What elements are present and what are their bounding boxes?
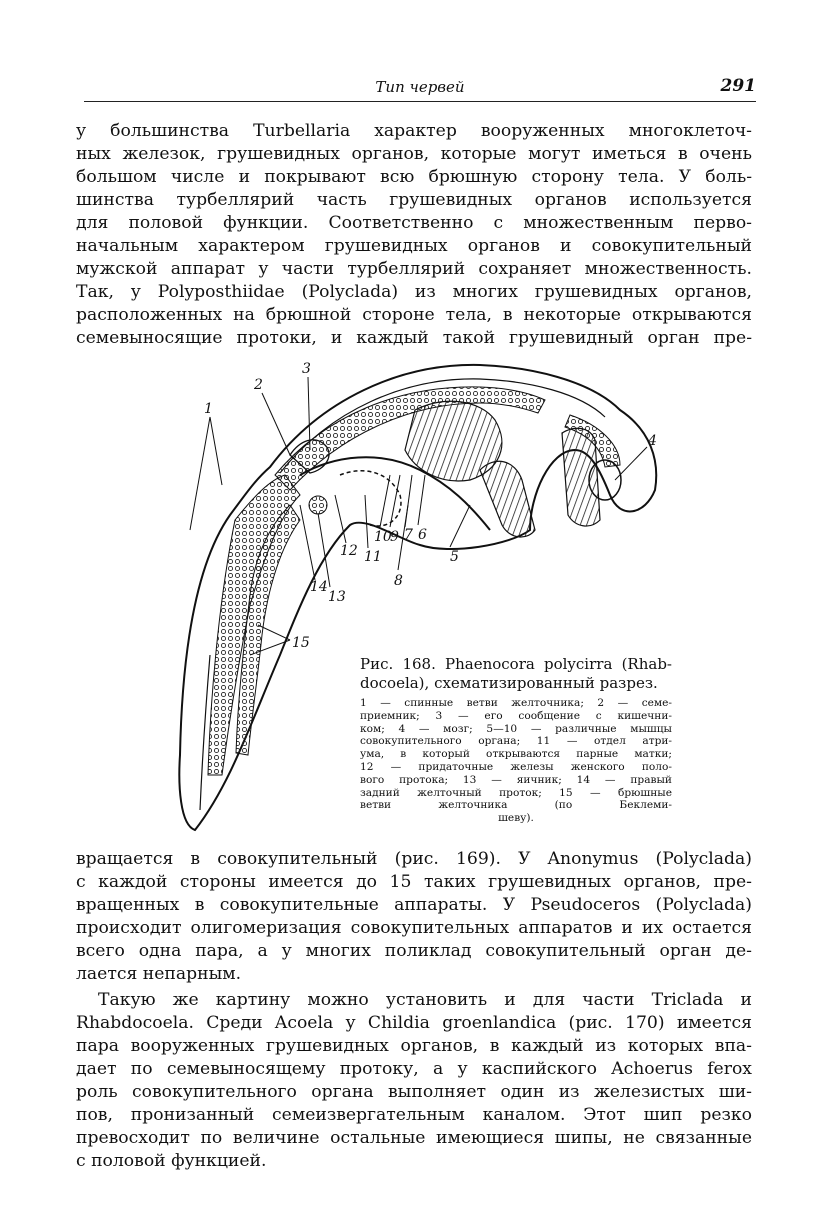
text-line: с половой функцией. bbox=[76, 1151, 267, 1171]
legend-line: ветви желточника (по Беклеми- bbox=[360, 799, 672, 812]
page-number: 291 bbox=[720, 76, 756, 96]
text-line: происходит олигомеризация совокупительных аппаратов и их остается bbox=[76, 918, 752, 938]
paragraph-3 bbox=[76, 989, 752, 1173]
figure-label-5: 5 bbox=[450, 549, 459, 565]
legend-line: 1 — спинные ветви желточника; 2 — семе- bbox=[360, 697, 672, 709]
legend-line: вого протока; 13 — яичник; 14 — правый bbox=[360, 773, 672, 786]
text-line: с каждой стороны имеется до 15 таких грушевидных органов, пре- bbox=[76, 872, 752, 892]
text-line: пара вооруженных грушевидных органов, в каждый из которых впа- bbox=[76, 1036, 752, 1056]
text-line: начальным характером грушевидных органов и совокупительный bbox=[76, 236, 752, 256]
caption-title-line: docoela), схематизированный разрез. bbox=[360, 674, 658, 692]
caption-title-line: Рис. 168. Phaenocora polycirra (Rhab- bbox=[360, 655, 672, 673]
text-line: превосходит по величине остальные имеющиеся шипы, не связанные bbox=[76, 1128, 752, 1148]
legend-line: совокупительного органа; 11 — отдел атри- bbox=[360, 735, 672, 748]
text-line: роль совокупительного органа выполняет один из железистых ши- bbox=[76, 1082, 752, 1102]
caption-title bbox=[360, 655, 672, 693]
text-line: вращается в совокупительный (рис. 169). У Anonymus (Polyclada) bbox=[76, 849, 752, 869]
figure-label-6: 6 bbox=[418, 527, 427, 543]
figure-label-1: 1 bbox=[204, 401, 213, 417]
legend-line: ума, в который открываются парные матки; bbox=[360, 748, 672, 761]
figure-label-8: 8 bbox=[394, 573, 403, 589]
text-line: дает по семевыносящему протоку, а у каспийского Achoerus ferox bbox=[76, 1059, 752, 1079]
inner-outline-ventral bbox=[200, 655, 210, 810]
figure-label-11: 11 bbox=[364, 549, 382, 565]
running-title: Тип червей bbox=[375, 78, 465, 96]
text-line: мужской аппарат у части турбеллярий сохраняет множественность. bbox=[76, 259, 752, 279]
caption-legend bbox=[360, 697, 672, 825]
header-rule bbox=[84, 101, 756, 102]
running-head bbox=[84, 76, 756, 98]
text-line: шинства турбеллярий часть грушевидных органов используется bbox=[76, 190, 752, 210]
figure-caption bbox=[360, 655, 672, 825]
legend-line: 12 — придаточные железы женского поло- bbox=[360, 760, 672, 773]
text-line: лается непарным. bbox=[76, 964, 242, 984]
figure-label-12: 12 bbox=[340, 543, 358, 559]
figure-label-2: 2 bbox=[254, 377, 263, 393]
legend-line: приемник; 3 — его сообщение с кишечни- bbox=[360, 709, 672, 722]
paragraph-2 bbox=[76, 848, 752, 986]
copulatory-muscle bbox=[480, 461, 535, 537]
figure-label-3: 3 bbox=[302, 361, 311, 377]
figure-label-14: 14 bbox=[310, 579, 328, 595]
text-line: у большинства Turbellaria характер вооруженных многоклеточ- bbox=[76, 121, 752, 141]
text-line: ных железок, грушевидных органов, которые могут иметься в очень bbox=[76, 144, 752, 164]
text-line: всего одна пара, а у многих поликлад совокупительный орган де- bbox=[76, 941, 752, 961]
text-line: пов, пронизанный семеизвергательным каналом. Этот шип резко bbox=[76, 1105, 752, 1125]
text-line: для половой функции. Соответственно с множественным перво- bbox=[76, 213, 752, 233]
legend-line: задний желточный проток; 15 — брюшные bbox=[360, 786, 672, 799]
figure-label-13: 13 bbox=[328, 589, 346, 605]
text-line: Так, у Polyposthiidae (Polyclada) из многих грушевидных органов, bbox=[76, 282, 752, 302]
muscle-block-anterior bbox=[562, 428, 600, 526]
figure-label-4: 4 bbox=[648, 433, 657, 449]
paragraph-1 bbox=[76, 120, 752, 350]
figure-label-9: 9 bbox=[390, 529, 399, 545]
legend-line: шеву). bbox=[498, 812, 534, 825]
text-line: Такую же картину можно установить и для части Triclada и bbox=[98, 990, 752, 1010]
figure-label-10: 10 bbox=[374, 529, 392, 545]
text-line: вращенных в совокупительные аппараты. У Pseudoceros (Polyclada) bbox=[76, 895, 752, 915]
text-line: большом числе и покрывают всю брюшную сторону тела. У боль- bbox=[76, 167, 752, 187]
text-line: Rhabdocoela. Среди Acoela у Childia groenlandica (рис. 170) имеется bbox=[76, 1013, 752, 1033]
figure-label-15: 15 bbox=[292, 635, 310, 651]
legend-line: ком; 4 — мозг; 5—10 — различные мышцы bbox=[360, 722, 672, 735]
text-line: расположенных на брюшной стороне тела, в некоторые открываются bbox=[76, 305, 752, 325]
ovary bbox=[309, 496, 327, 514]
text-line: семевыносящие протоки, и каждый такой грушевидный орган пре- bbox=[76, 328, 752, 348]
figure-label-7: 7 bbox=[404, 527, 413, 543]
